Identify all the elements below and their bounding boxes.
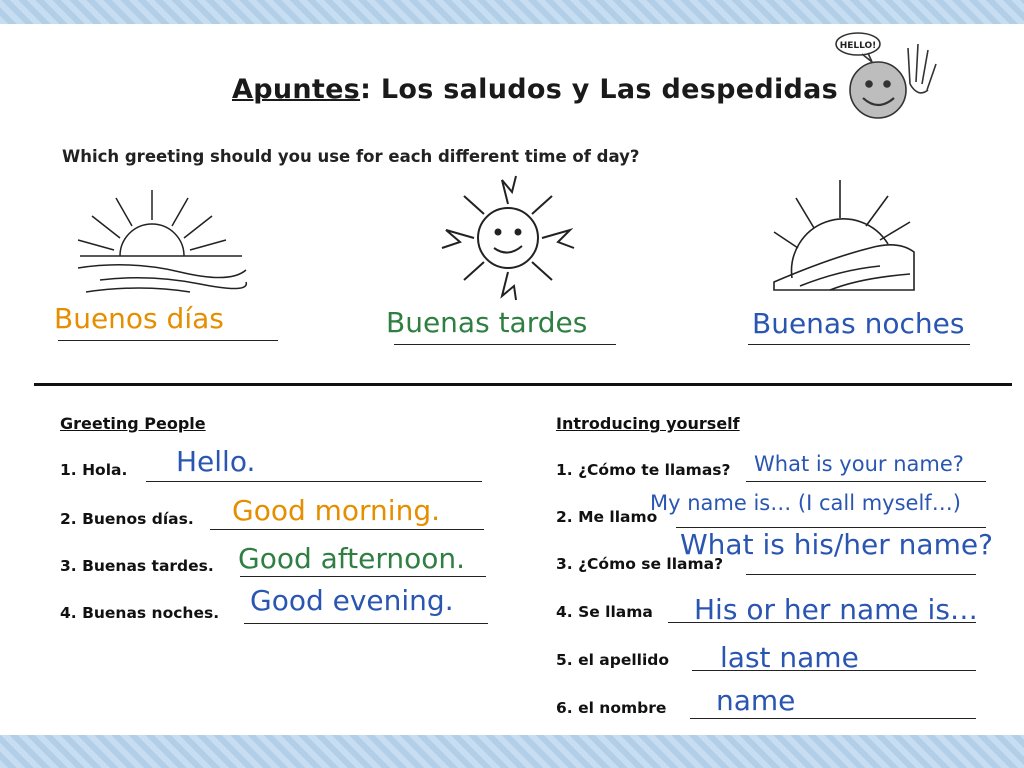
- greeting-blank-1: [146, 481, 482, 482]
- intro-answer-5: last name: [720, 641, 859, 674]
- intro-prompt-2: 2. Me llamo: [556, 508, 658, 526]
- intro-answer-3: What is his/her name?: [680, 528, 993, 561]
- intro-prompt-5: 5. el apellido: [556, 651, 670, 669]
- greeting-answer-1: Hello.: [176, 445, 256, 478]
- sunrise-icon: [70, 184, 250, 294]
- greeting-blank-2: [210, 529, 484, 530]
- greeting-prompt-4: 4. Buenas noches.: [60, 604, 220, 622]
- sunset-icon: [770, 174, 920, 294]
- intro-prompt-6: 6. el nombre: [556, 699, 667, 717]
- hello-smiley-icon: [828, 26, 938, 122]
- intro-blank-3: [746, 574, 976, 575]
- blank-line-morning: [58, 340, 278, 341]
- greeting-blank-4: [244, 623, 488, 624]
- page-title: [232, 74, 838, 105]
- greeting-answer-4: Good evening.: [250, 584, 454, 617]
- intro-prompt-4: 4. Se llama: [556, 603, 653, 621]
- intro-answer-2: My name is… (I call myself…): [650, 491, 961, 515]
- intro-heading: Introducing yourself: [556, 414, 740, 433]
- top-frame-border: [0, 0, 1024, 24]
- hello-bubble-text: HELLO!: [839, 41, 877, 51]
- greeting-prompt-3: 3. Buenas tardes.: [60, 557, 214, 575]
- greeting-heading: Greeting People: [60, 414, 206, 433]
- time-answer-afternoon: Buenas tardes: [386, 306, 588, 339]
- intro-prompt-3: 3. ¿Cómo se llama?: [556, 555, 724, 573]
- greeting-prompt-2: 2. Buenos días.: [60, 510, 194, 528]
- intro-answer-6: name: [716, 684, 796, 717]
- greeting-blank-3: [240, 576, 486, 577]
- time-answer-night: Buenas noches: [752, 307, 965, 340]
- blank-line-night: [748, 344, 970, 345]
- intro-prompt-1: 1. ¿Cómo te llamas?: [556, 461, 731, 479]
- section-divider: [34, 383, 1012, 386]
- intro-answer-4: His or her name is…: [694, 593, 978, 626]
- intro-blank-1: [746, 481, 986, 482]
- blank-line-afternoon: [394, 344, 616, 345]
- title-word: Apuntes: [232, 74, 361, 105]
- intro-answer-1: What is your name?: [754, 452, 964, 476]
- time-answer-morning: Buenos días: [54, 302, 224, 335]
- greeting-prompt-1: 1. Hola.: [60, 461, 128, 479]
- greeting-answer-2: Good morning.: [232, 494, 441, 527]
- intro-blank-6: [690, 718, 976, 719]
- time-of-day-question: Which greeting should you use for each different time of day?: [62, 147, 640, 166]
- noon-sun-icon: [438, 174, 578, 302]
- worksheet: [0, 24, 1024, 735]
- bottom-frame-border: [0, 735, 1024, 768]
- title-rest: : Los saludos y Las despedidas: [360, 74, 839, 105]
- greeting-answer-3: Good afternoon.: [238, 542, 466, 575]
